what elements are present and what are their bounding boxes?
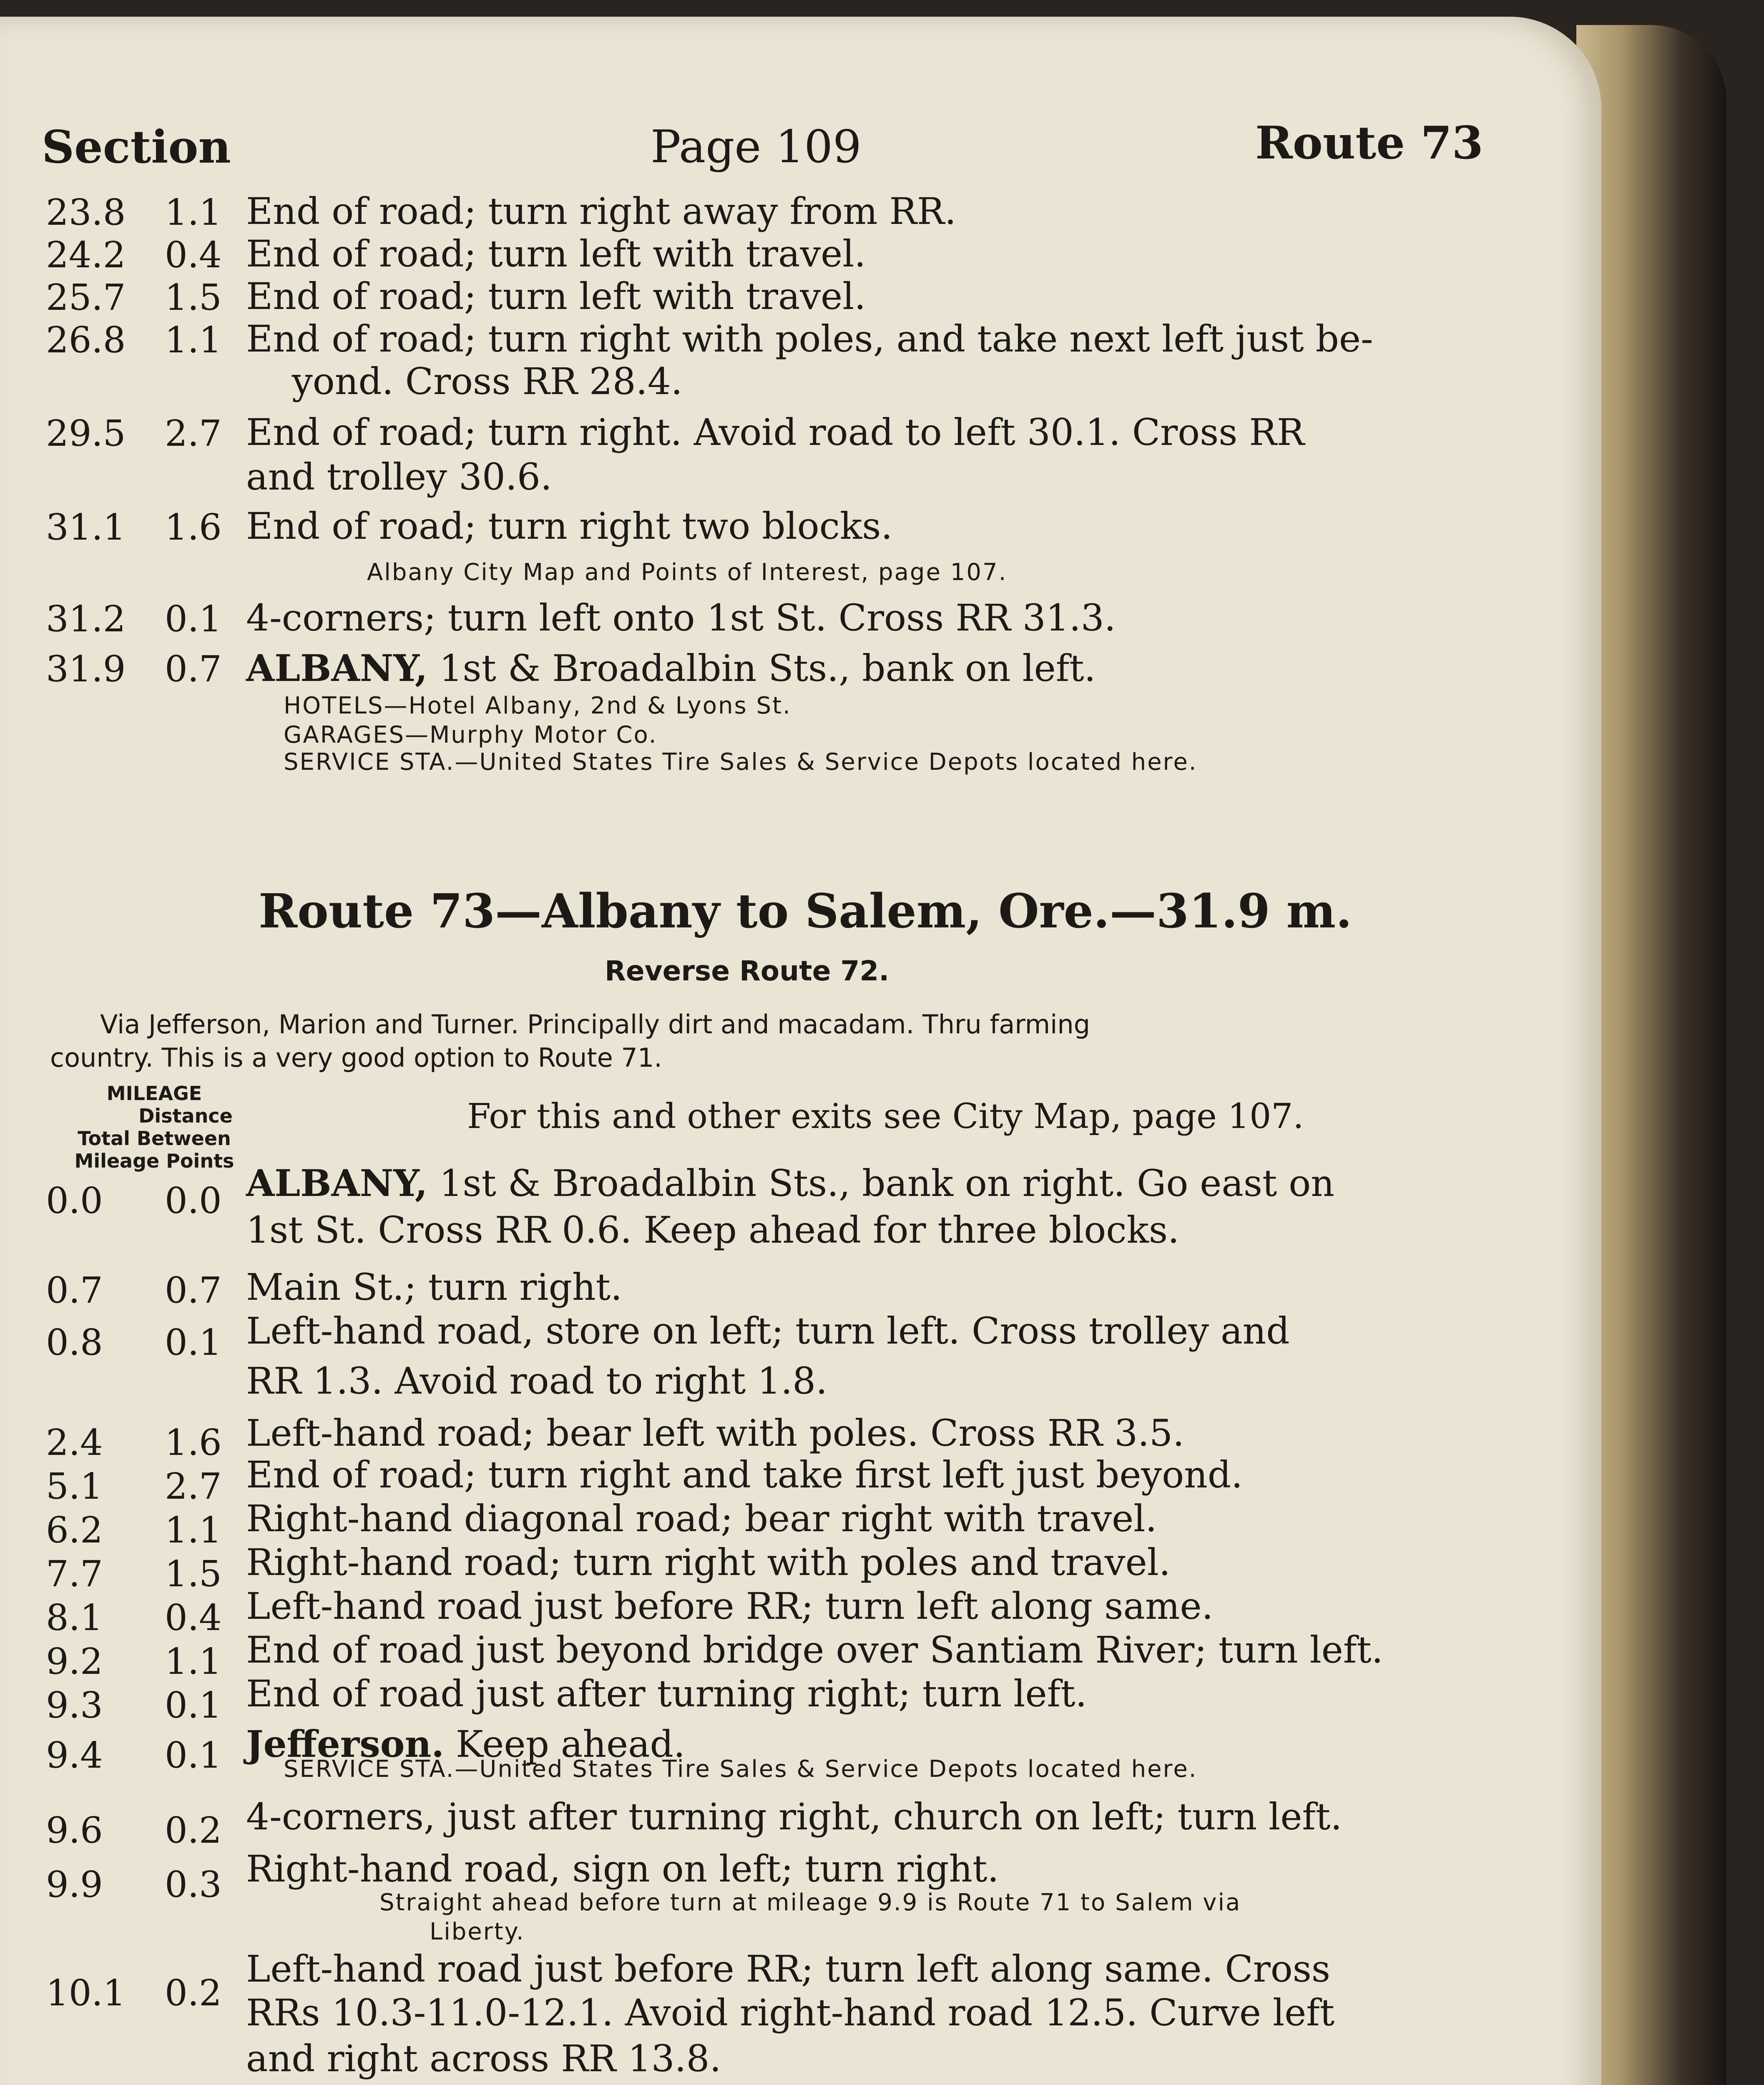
total-between-label: Total Between (78, 1127, 231, 1150)
albany-service-station: SERVICE STA.—United States Tire Sales & Service Depots located here. (284, 749, 1198, 776)
between-distance: 0.7 (165, 648, 222, 690)
total-mileage: 31.9 (46, 648, 126, 690)
direction-text-cont: RR 1.3. Avoid road to right 1.8. (246, 1359, 828, 1402)
between-distance: 0.1 (165, 598, 222, 640)
direction-detail: 1st & Broadalbin Sts., bank on right. Go east on (427, 1162, 1334, 1205)
total-mileage: 8.1 (46, 1597, 103, 1639)
between-distance: 1.1 (165, 192, 222, 234)
direction-text-cont: 1st St. Cross RR 0.6. Keep ahead for three blocks. (246, 1208, 1179, 1251)
direction-text (246, 1161, 1334, 1205)
total-mileage: 9.9 (46, 1864, 103, 1906)
via-description-cont: country. This is a very good option to Route 71. (50, 1042, 663, 1073)
place-name: ALBANY, (246, 1161, 428, 1205)
direction-detail: Keep ahead. (444, 1723, 685, 1766)
between-distance: 0.3 (165, 1864, 222, 1906)
albany-garages: GARAGES—Murphy Motor Co. (284, 721, 658, 749)
between-distance: 0.7 (165, 1270, 222, 1311)
between-distance: 1.1 (165, 1510, 222, 1551)
distance-label: Distance (138, 1105, 233, 1127)
between-distance: 0.2 (165, 1810, 222, 1851)
total-mileage: 0.0 (46, 1180, 103, 1222)
city-map-note: For this and other exits see City Map, page 107. (467, 1097, 1304, 1136)
direction-text (246, 646, 1096, 690)
direction-text: Left-hand road, store on left; turn left. Cross trolley and (246, 1309, 1290, 1352)
book-page (0, 17, 1601, 2085)
between-distance: 0.4 (165, 1597, 222, 1639)
between-distance: 1.5 (165, 277, 222, 319)
total-mileage: 0.7 (46, 1270, 103, 1311)
direction-text: End of road; turn right with poles, and take next left just be- (246, 317, 1373, 360)
between-distance: 1.5 (165, 1553, 222, 1595)
place-name: ALBANY, (246, 646, 428, 690)
direction-text-cont: and trolley 30.6. (246, 455, 552, 498)
total-mileage: 0.8 (46, 1322, 103, 1364)
direction-text: Left-hand road just before RR; turn left along same. (246, 1585, 1214, 1628)
between-distance: 0.0 (165, 1180, 222, 1222)
direction-text: End of road just after turning right; turn left. (246, 1672, 1087, 1715)
direction-text: Right-hand road; turn right with poles and travel. (246, 1541, 1171, 1584)
total-mileage: 9.4 (46, 1735, 103, 1776)
liberty-route-note-cont: Liberty. (430, 1918, 525, 1945)
total-mileage: 9.6 (46, 1810, 103, 1851)
total-mileage: 26.8 (46, 319, 126, 361)
direction-text-cont: yond. Cross RR 28.4. (292, 360, 683, 403)
between-distance: 0.1 (165, 1685, 222, 1726)
route-title: Route 73—Albany to Salem, Ore.—31.9 m. (259, 884, 1352, 939)
between-distance: 1.1 (165, 1641, 222, 1683)
direction-text: End of road; turn right two blocks. (246, 505, 893, 548)
albany-map-note: Albany City Map and Points of Interest, page 107. (367, 559, 1008, 586)
total-mileage: 31.2 (46, 598, 126, 640)
total-mileage: 23.8 (46, 192, 126, 234)
direction-text: End of road; turn right. Avoid road to left 30.1. Cross RR (246, 411, 1304, 454)
total-mileage: 6.2 (46, 1510, 103, 1551)
between-distance: 0.1 (165, 1735, 222, 1776)
mileage-label: MILEAGE (106, 1082, 202, 1105)
total-mileage: 7.7 (46, 1553, 103, 1595)
page-number: Page 109 (651, 121, 862, 173)
between-distance: 0.4 (165, 234, 222, 276)
direction-text: 4-corners; turn left onto 1st St. Cross RR 31.3. (246, 596, 1116, 639)
total-mileage: 5.1 (46, 1466, 103, 1507)
total-mileage: 10.1 (46, 1972, 126, 2014)
direction-text: Main St.; turn right. (246, 1266, 622, 1309)
direction-text: 4-corners, just after turning right, church on left; turn left. (246, 1795, 1342, 1838)
total-mileage: 9.2 (46, 1641, 103, 1683)
direction-text: End of road just beyond bridge over Santiam River; turn left. (246, 1628, 1383, 1671)
direction-text: End of road; turn right away from RR. (246, 190, 956, 233)
reverse-route-note: Reverse Route 72. (605, 955, 890, 987)
between-distance: 0.1 (165, 1322, 222, 1364)
between-distance: 2.7 (165, 413, 222, 455)
direction-text-cont: RRs 10.3-11.0-12.1. Avoid right-hand road 12.5. Curve left (246, 1991, 1335, 2034)
direction-text: Right-hand diagonal road; bear right with travel. (246, 1497, 1157, 1540)
direction-text: End of road; turn left with travel. (246, 232, 866, 275)
route-heading: Route 73 (1255, 117, 1483, 169)
between-distance: 1.6 (165, 1422, 222, 1464)
between-distance: 1.1 (165, 319, 222, 361)
total-mileage: 9.3 (46, 1685, 103, 1726)
direction-text: End of road; turn right and take first left just beyond. (246, 1453, 1243, 1496)
total-mileage: 24.2 (46, 234, 126, 276)
place-name: Jefferson. (246, 1722, 445, 1766)
mileage-column-header (50, 1082, 259, 1172)
mileage-points-label: Mileage Points (74, 1150, 234, 1172)
total-mileage: 31.1 (46, 507, 126, 548)
total-mileage: 25.7 (46, 277, 126, 319)
total-mileage: 29.5 (46, 413, 126, 455)
albany-hotels: HOTELS—Hotel Albany, 2nd & Lyons St. (284, 692, 792, 719)
direction-text-cont: and right across RR 13.8. (246, 2037, 721, 2080)
direction-text: Left-hand road just before RR; turn left along same. Cross (246, 1947, 1331, 1990)
direction-text: Right-hand road, sign on left; turn right. (246, 1847, 999, 1890)
between-distance: 1.6 (165, 507, 222, 548)
jefferson-service-station: SERVICE STA.—United States Tire Sales & Service Depots located here. (284, 1756, 1198, 1783)
between-distance: 2.7 (165, 1466, 222, 1507)
total-mileage: 2.4 (46, 1422, 103, 1464)
via-description: Via Jefferson, Marion and Turner. Principally dirt and macadam. Thru farming (100, 1009, 1091, 1040)
between-distance: 0.2 (165, 1972, 222, 2014)
direction-text: Left-hand road; bear left with poles. Cross RR 3.5. (246, 1412, 1185, 1454)
direction-detail: 1st & Broadalbin Sts., bank on left. (427, 647, 1096, 690)
liberty-route-note: Straight ahead before turn at mileage 9.9 is Route 71 to Salem via (379, 1889, 1241, 1916)
section-heading: Section (42, 121, 231, 173)
direction-text: End of road; turn left with travel. (246, 275, 866, 318)
